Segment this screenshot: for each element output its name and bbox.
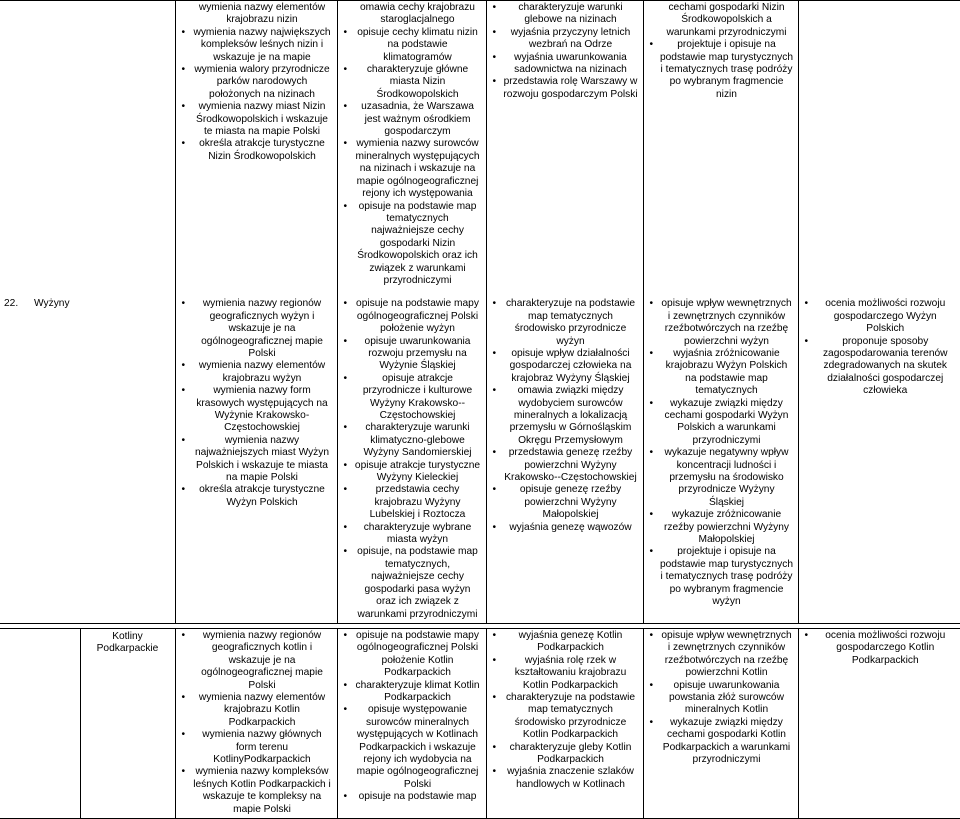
- list-item: • opisuje występowanie surowców mineralnych występujących w Kotlinach Podkarpackich i wskazuje rejony ich wydobycia na mapie ogólnogeograficznej Polski: [342, 704, 482, 791]
- list-item: • projektuje i opisuje na podstawie map turystycznych i tematycznych trasę podróży po wybranym fragmencie nizin: [648, 39, 794, 101]
- topic-label-cell: [80, 628, 175, 818]
- list-item: • charakteryzuje główne miasta Nizin Środkowopolskich: [342, 64, 482, 101]
- level-2-cell: [337, 289, 486, 623]
- list-item: • charakteryzuje warunki klimatyczno-glebowe Wyżyny Sandomierskiej: [342, 422, 482, 459]
- level-3-cell: [486, 289, 643, 623]
- list-item: • wymienia nazwy form krasowych występujących na Wyżynie Krakowsko-Częstochowskiej: [180, 385, 333, 435]
- level-4-cell: [643, 289, 798, 623]
- list-item: • opisuje genezę rzeźby powierzchni Wyżyny Małopolskiej: [491, 484, 639, 521]
- level-5-cell: [798, 1, 960, 290]
- list-item: • opisuje atrakcje przyrodnicze i kulturowe Wyżyny Krakowsko--Częstochowskiej: [342, 373, 482, 423]
- list-item: • wymienia nazwy elementów krajobrazu wyżyn: [180, 360, 333, 385]
- list-item: • wyjaśnia genezę wąwozów: [491, 522, 639, 534]
- list-item: • charakteryzuje gleby Kotlin Podkarpackich: [491, 742, 639, 767]
- list-item: • uzasadnia, że Warszawa jest ważnym ośrodkiem gospodarczym: [342, 101, 482, 138]
- table-row: [0, 289, 960, 623]
- list-item: • omawia związki między wydobyciem surowców mineralnych a lokalizacją przemysłu w Górnośląskim Okręgu Przemysłowym: [491, 385, 639, 447]
- level-1-cell: [175, 628, 337, 818]
- topic-cell: [0, 289, 80, 623]
- list-item: wymienia nazwy elementów krajobrazu nizin: [198, 2, 326, 26]
- row-label: Wyżyny: [34, 298, 70, 310]
- list-item: • wymienia nazwy głównych form terenu KotlinyPodkarpackich: [180, 729, 333, 766]
- list-item: • wyjaśnia rolę rzek w kształtowaniu krajobrazu Kotlin Podkarpackich: [491, 655, 639, 692]
- list-item: • charakteryzuje na podstawie map tematycznych środowisko przyrodnicze Kotlin Podkarpackich: [491, 692, 639, 742]
- list-item: • wymienia nazwy surowców mineralnych występujących na nizinach i wskazuje na mapie ogólnogeograficznej rejony ich występowania: [342, 138, 482, 200]
- list-item: • wykazuje negatywny wpływ koncentracji ludności i przemysłu na środowisko przyrodnicze Wyżyny Śląskiej: [648, 447, 794, 509]
- list-item: • wymienia walory przyrodnicze parków narodowych położonych na nizinach: [180, 64, 333, 101]
- level-3-cell: [486, 628, 643, 818]
- list-item: • wymienia nazwy największych kompleksów leśnych nizin i wskazuje je na mapie: [180, 27, 333, 64]
- topic-cell: [0, 1, 175, 290]
- list-item: • opisuje na podstawie mapy ogólnogeograficznej Polski położenie Kotlin Podkarpackich: [342, 630, 482, 680]
- table-row: [0, 628, 960, 818]
- list-item: • wyjaśnia genezę Kotlin Podkarpackich: [491, 630, 639, 655]
- list-item: • wykazuje związki między cechami gospodarki Wyżyn Polskich a warunkami przyrodniczymi: [648, 398, 794, 448]
- list-item: cechami gospodarki Nizin Środkowopolskich a warunkami przyrodniczymi: [666, 2, 787, 38]
- list-item: • wykazuje zróżnicowanie rzeźby powierzchni Wyżyny Małopolskiej: [648, 509, 794, 546]
- row-number: 22.: [4, 298, 19, 310]
- list-item: • opisuje na podstawie map tematycznych najważniejsze cechy gospodarki Nizin Środkowopolskich oraz ich związek z warunkami przyrodniczymi: [342, 201, 482, 288]
- list-item: • opisuje, na podstawie map tematycznych, najważniejsze cechy gospodarki pasa wyżyn oraz ich związek z warunkami przyrodniczymi: [342, 546, 482, 620]
- level-1-cell: [175, 289, 337, 623]
- list-item: • ocenia możliwości rozwoju gospodarczego Wyżyn Polskich: [803, 298, 957, 335]
- list-item: • wymienia nazwy kompleksów leśnych Kotlin Podkarpackich i wskazuje te kompleksy na mapie Polski: [180, 766, 333, 816]
- list-item: • projektuje i opisuje na podstawie map turystycznych i tematycznych trasę podróży po wybranym fragmencie wyżyn: [648, 546, 794, 608]
- list-item: • wymienia nazwy regionów geograficznych kotlin i wskazuje je na ogólnogeograficznej mapie Polski: [180, 630, 333, 692]
- list-item: • przedstawia rolę Warszawy w rozwoju gospodarczym Polski: [491, 76, 639, 101]
- list-item: • wyjaśnia przyczyny letnich wezbrań na Odrze: [491, 27, 639, 52]
- spacer-cell: [80, 289, 175, 623]
- list-item: • charakteryzuje warunki glebowe na nizinach: [491, 2, 639, 27]
- list-item: • wymienia nazwy regionów geograficznych wyżyn i wskazuje je na ogólnogeograficznej mapie Polski: [180, 298, 333, 360]
- list-item: • ocenia możliwości rozwoju gospodarczego Kotlin Podkarpackich: [803, 630, 957, 667]
- list-item: • wyjaśnia zróżnicowanie krajobrazu Wyżyn Polskich na podstawie map tematycznych: [648, 348, 794, 398]
- list-item: • opisuje uwarunkowania powstania złóż surowców mineralnych Kotlin: [648, 680, 794, 717]
- table-row: [0, 1, 960, 290]
- level-4-cell: [643, 628, 798, 818]
- list-item: • wyjaśnia znaczenie szlaków handlowych w Kotlinach: [491, 766, 639, 791]
- level-5-cell: [798, 289, 960, 623]
- list-item: • wyjaśnia uwarunkowania sadownictwa na nizinach: [491, 52, 639, 77]
- list-item: • proponuje sposoby zagospodarowania terenów zdegradowanych na skutek działalności gospodarczej człowieka: [803, 336, 957, 398]
- list-item: • opisuje atrakcje turystyczne Wyżyny Kieleckiej: [342, 460, 482, 485]
- list-item: • charakteryzuje klimat Kotlin Podkarpackich: [342, 680, 482, 705]
- level-1-cell: [175, 1, 337, 290]
- list-item: • przedstawia cechy krajobrazu Wyżyny Lubelskiej i Roztocza: [342, 484, 482, 521]
- topic-cell: [0, 628, 80, 818]
- level-4-cell: [643, 1, 798, 290]
- list-item: • opisuje cechy klimatu nizin na podstawie klimatogramów: [342, 27, 482, 64]
- level-5-cell: [798, 628, 960, 818]
- list-item: • opisuje na podstawie map: [342, 791, 482, 803]
- list-item: • charakteryzuje na podstawie map tematycznych środowisko przyrodnicze wyżyn: [491, 298, 639, 348]
- list-item: • opisuje wpływ działalności gospodarczej człowieka na krajobraz Wyżyny Śląskiej: [491, 348, 639, 385]
- list-item: • charakteryzuje wybrane miasta wyżyn: [342, 522, 482, 547]
- list-item: • wymienia nazwy najważniejszych miast Wyżyn Polskich i wskazuje te miasta na mapie Polski: [180, 435, 333, 485]
- list-item: • opisuje wpływ wewnętrznych i zewnętrznych czynników rzeźbotwórczych na rzeźbę powierzchni wyżyn: [648, 298, 794, 348]
- list-item: • określa atrakcje turystyczne Wyżyn Polskich: [180, 484, 333, 509]
- list-item: • opisuje na podstawie mapy ogólnogeograficznej Polski położenie wyżyn: [342, 298, 482, 335]
- level-2-cell: [337, 628, 486, 818]
- list-item: • wymienia nazwy miast Nizin Środkowopolskich i wskazuje te miasta na mapie Polski: [180, 101, 333, 138]
- list-item: • opisuje wpływ wewnętrznych i zewnętrznych czynników rzeźbotwórczych na rzeźbę powierzchni Kotlin: [648, 630, 794, 680]
- level-3-cell: [486, 1, 643, 290]
- list-item: • wymienia nazwy elementów krajobrazu Kotlin Podkarpackich: [180, 692, 333, 729]
- list-item: omawia cechy krajobrazu staroglacjalnego: [360, 2, 475, 26]
- row-label: Kotliny Podkarpackie: [96, 630, 159, 655]
- list-item: • opisuje uwarunkowania rozwoju przemysłu na Wyżynie Śląskiej: [342, 336, 482, 373]
- list-item: • przedstawia genezę rzeźby powierzchni Wyżyny Krakowsko--Częstochowskiej: [491, 447, 639, 484]
- list-item: • wykazuje związki między cechami gospodarki Kotlin Podkarpackich a warunkami przyrodniczymi: [648, 717, 794, 767]
- list-item: • określa atrakcje turystyczne Nizin Środkowopolskich: [180, 138, 333, 163]
- level-2-cell: [337, 1, 486, 290]
